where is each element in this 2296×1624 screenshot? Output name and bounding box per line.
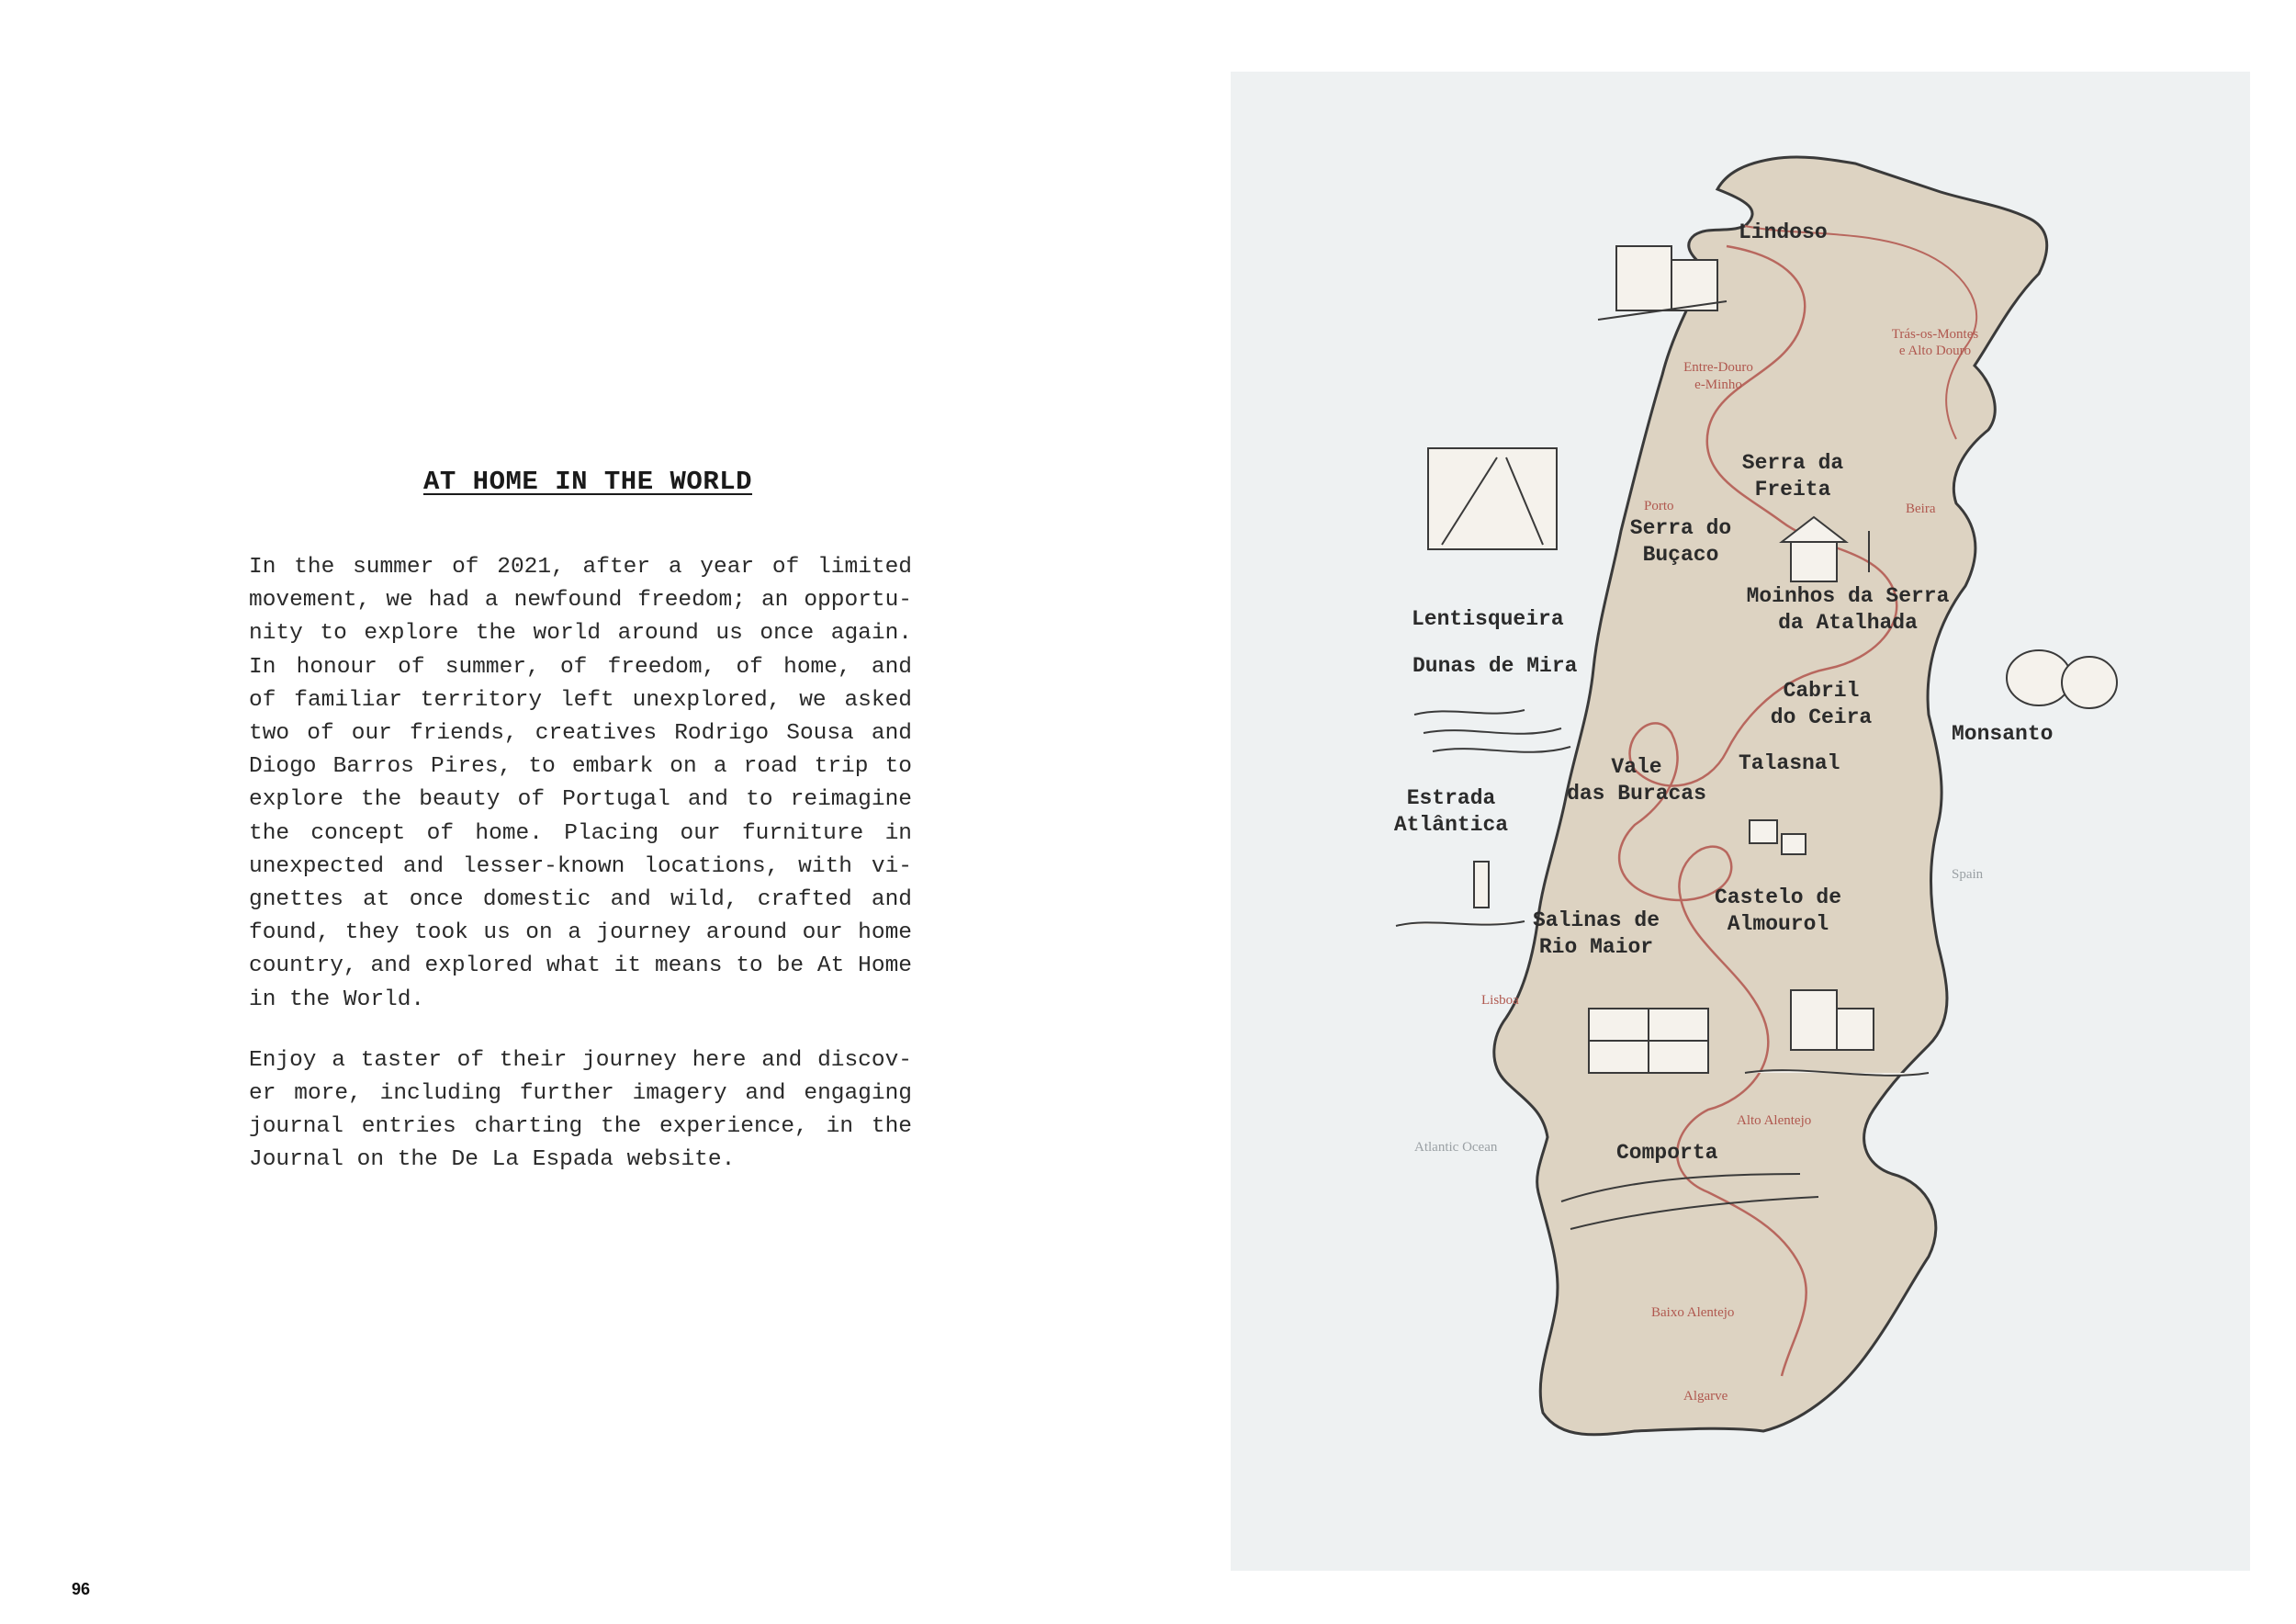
page-number: 96 xyxy=(72,1580,91,1598)
text-line: nity to explore the world around us once again. xyxy=(249,621,912,647)
place-estrada-l2: Atlântica xyxy=(1393,813,1509,837)
place-cabril-l1: Cabril xyxy=(1783,679,1860,703)
place-serra-do-bucaco-l1: Serra do xyxy=(1629,516,1732,540)
paragraph-outro xyxy=(249,1044,912,1178)
article-title: AT HOME IN THE WORLD xyxy=(422,467,753,497)
text-line: in the World. xyxy=(249,987,425,1012)
region-alto-alentejo: Alto Alentejo xyxy=(1737,1113,1812,1128)
portugal-map xyxy=(1231,72,2250,1571)
escalator-sketch xyxy=(1428,448,1557,549)
place-lindoso: Lindoso xyxy=(1739,220,1828,244)
text-line: the concept of home. Placing our furniture in xyxy=(249,820,912,846)
place-moinhos-l2: da Atalhada xyxy=(1778,611,1918,635)
paragraph-intro xyxy=(249,551,912,1017)
place-dunas-de-mira: Dunas de Mira xyxy=(1412,654,1578,678)
region-porto: Porto xyxy=(1644,499,1674,513)
place-talasnal: Talasnal xyxy=(1739,751,1840,775)
text-line: explore the beauty of Portugal and to reimagine xyxy=(249,787,912,813)
dunes-sketch xyxy=(1414,710,1570,752)
place-monsanto: Monsanto xyxy=(1952,722,2054,746)
text-line: In honour of summer, of freedom, of home, and xyxy=(249,654,912,680)
lighthouse-sketch xyxy=(1396,862,1525,926)
place-cabril-l2: do Ceira xyxy=(1770,705,1873,729)
text-line: In the summer of 2021, after a year of limited xyxy=(249,555,912,580)
region-beira: Beira xyxy=(1906,502,1936,516)
text-line: of familiar territory left unexplored, we asked xyxy=(249,687,912,713)
place-vale-l1: Vale xyxy=(1611,755,1662,779)
place-castelo-l1: Castelo de xyxy=(1714,885,1842,909)
article-body xyxy=(249,551,912,1205)
region-tras-os-montes-l1: Trás-os-Montes xyxy=(1891,327,1979,342)
place-lentisqueira: Lentisqueira xyxy=(1412,607,1564,631)
sea-atlantic-ocean: Atlantic Ocean xyxy=(1414,1140,1498,1155)
text-line: Diogo Barros Pires, to embark on a road trip to xyxy=(249,754,912,780)
place-castelo-l2: Almourol xyxy=(1727,912,1829,936)
place-vale-l2: das Buracas xyxy=(1567,782,1706,806)
place-salinas-l2: Rio Maior xyxy=(1538,935,1654,959)
region-tras-os-montes-l2: e Alto Douro xyxy=(1898,344,1972,358)
text-line: Enjoy a taster of their journey here and discov- xyxy=(249,1047,912,1073)
text-line: country, and explored what it means to be At Home xyxy=(249,953,912,979)
text-line: unexpected and lesser-known locations, with vi- xyxy=(249,853,912,879)
portugal-map-panel xyxy=(1231,72,2250,1571)
boulders-sketch-monsanto xyxy=(2007,650,2117,708)
place-comporta: Comporta xyxy=(1616,1141,1718,1165)
text-line: found, they took us on a journey around our home xyxy=(249,920,912,946)
region-lisboa: Lisboa xyxy=(1481,993,1519,1008)
place-serra-do-bucaco-l2: Buçaco xyxy=(1642,543,1719,567)
text-line: journal entries charting the experience, in the xyxy=(249,1114,912,1140)
region-entre-douro-l1: Entre-Douro xyxy=(1683,360,1753,375)
country-spain: Spain xyxy=(1952,867,1984,882)
place-serra-da-freita-l1: Serra da xyxy=(1741,451,1844,475)
text-line: er more, including further imagery and engaging xyxy=(249,1081,912,1107)
region-baixo-alentejo: Baixo Alentejo xyxy=(1651,1305,1735,1320)
region-entre-douro-l2: e-Minho xyxy=(1694,378,1742,392)
place-moinhos-l1: Moinhos da Serra xyxy=(1746,584,1950,608)
text-line: Journal on the De La Espada website. xyxy=(249,1147,736,1173)
text-line: movement, we had a newfound freedom; an opportu- xyxy=(249,588,912,614)
place-salinas-l1: Salinas de xyxy=(1532,908,1660,932)
place-estrada-l1: Estrada xyxy=(1406,786,1496,810)
region-algarve: Algarve xyxy=(1683,1389,1728,1404)
place-serra-da-freita-l2: Freita xyxy=(1754,478,1831,502)
text-line: gnettes at once domestic and wild, crafted and xyxy=(249,887,912,913)
salt-pans-sketch xyxy=(1589,1009,1708,1073)
text-line: two of our friends, creatives Rodrigo Sousa and xyxy=(249,721,912,747)
